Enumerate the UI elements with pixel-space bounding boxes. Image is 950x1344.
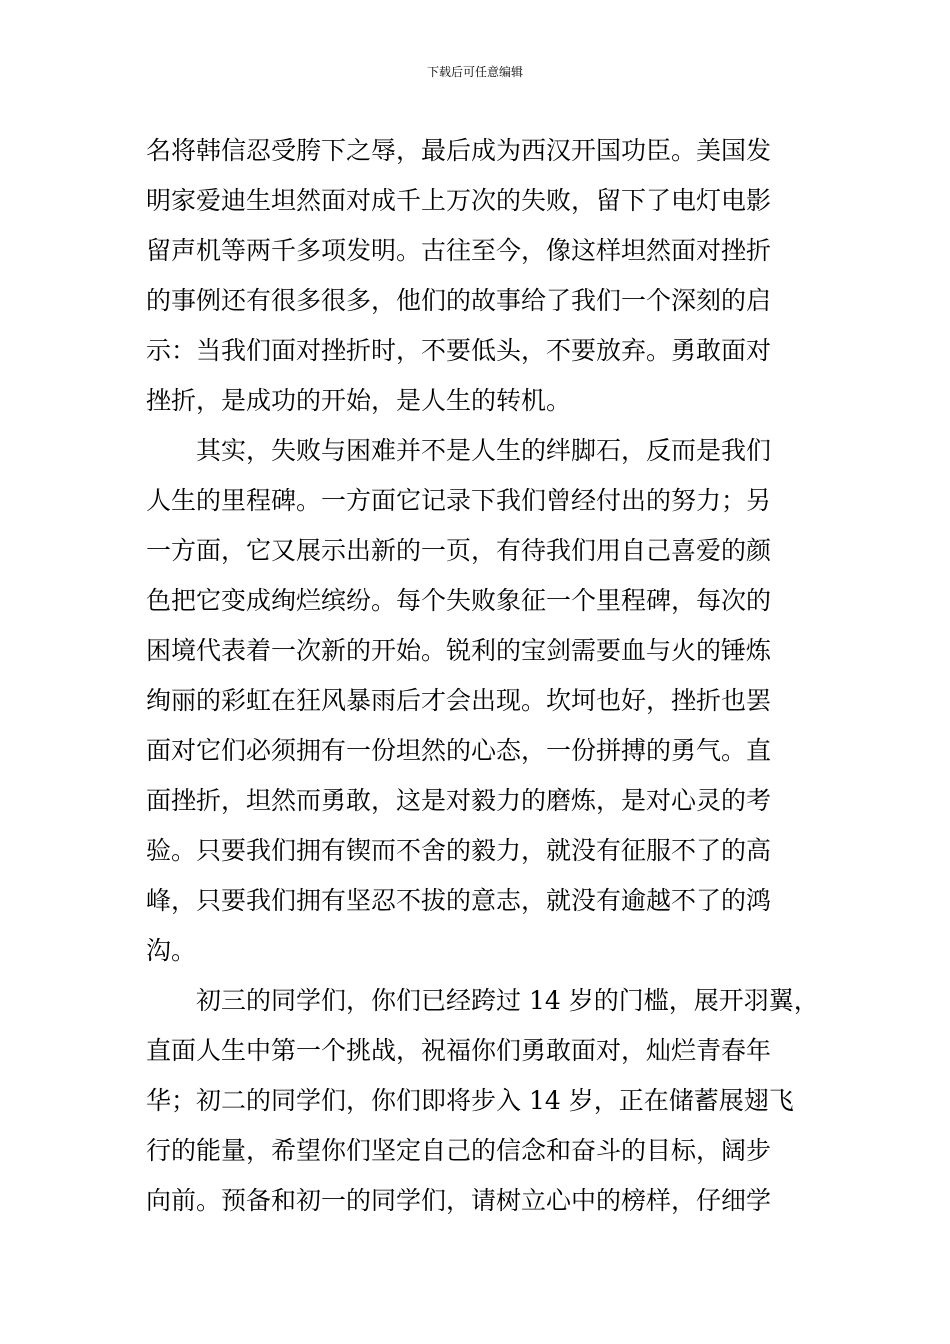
text-line: 向前。预备和初一的同学们，请树立心中的榜样，仔细学 xyxy=(146,1186,772,1215)
text-line: 的事例还有很多很多，他们的故事给了我们一个深刻的启 xyxy=(146,286,772,315)
text-line: 困境代表着一次新的开始。锐利的宝剑需要血与火的锤炼 xyxy=(146,636,772,665)
text-line: 留声机等两千多项发明。古往至今，像这样坦然面对挫折 xyxy=(146,236,772,265)
page-header: 下载后可任意编辑 xyxy=(426,65,523,79)
text-line: 人生的里程碑。一方面它记录下我们曾经付出的努力；另 xyxy=(146,486,772,515)
text-line: 面对它们必须拥有一份坦然的心态，一份拼搏的勇气。直 xyxy=(146,736,772,765)
text-line: 一方面，它又展示出新的一页，有待我们用自己喜爱的颜 xyxy=(146,536,772,565)
text-line: 验。只要我们拥有锲而不舍的毅力，就没有征服不了的高 xyxy=(146,836,772,865)
text-line: 绚丽的彩虹在狂风暴雨后才会出现。坎坷也好，挫折也罢 xyxy=(146,686,772,715)
text-line: 示：当我们面对挫折时，不要低头，不要放弃。勇敢面对 xyxy=(146,336,772,365)
text-line: 沟。 xyxy=(146,936,197,965)
text-line: 峰，只要我们拥有坚忍不拔的意志，就没有逾越不了的鸿 xyxy=(146,886,772,915)
text-line: 初三的同学们，你们已经跨过 14 岁的门槛，展开羽翼， xyxy=(196,986,819,1015)
text-line: 行的能量，希望你们坚定自己的信念和奋斗的目标，阔步 xyxy=(146,1136,772,1165)
text-line: 其实，失败与困难并不是人生的绊脚石，反而是我们 xyxy=(196,436,772,465)
text-line: 华；初二的同学们，你们即将步入 14 岁，正在储蓄展翅飞 xyxy=(146,1086,794,1115)
text-line: 名将韩信忍受胯下之辱，最后成为西汉开国功臣。美国发 xyxy=(146,136,772,165)
text-line: 直面人生中第一个挑战，祝福你们勇敢面对，灿烂青春年 xyxy=(146,1036,772,1065)
text-line: 色把它变成绚烂缤纷。每个失败象征一个里程碑，每次的 xyxy=(146,586,772,615)
text-line: 面挫折，坦然而勇敢，这是对毅力的磨炼，是对心灵的考 xyxy=(146,786,772,815)
text-line: 明家爱迪生坦然面对成千上万次的失败，留下了电灯电影 xyxy=(146,186,772,215)
text-line: 挫折，是成功的开始，是人生的转机。 xyxy=(146,386,572,415)
